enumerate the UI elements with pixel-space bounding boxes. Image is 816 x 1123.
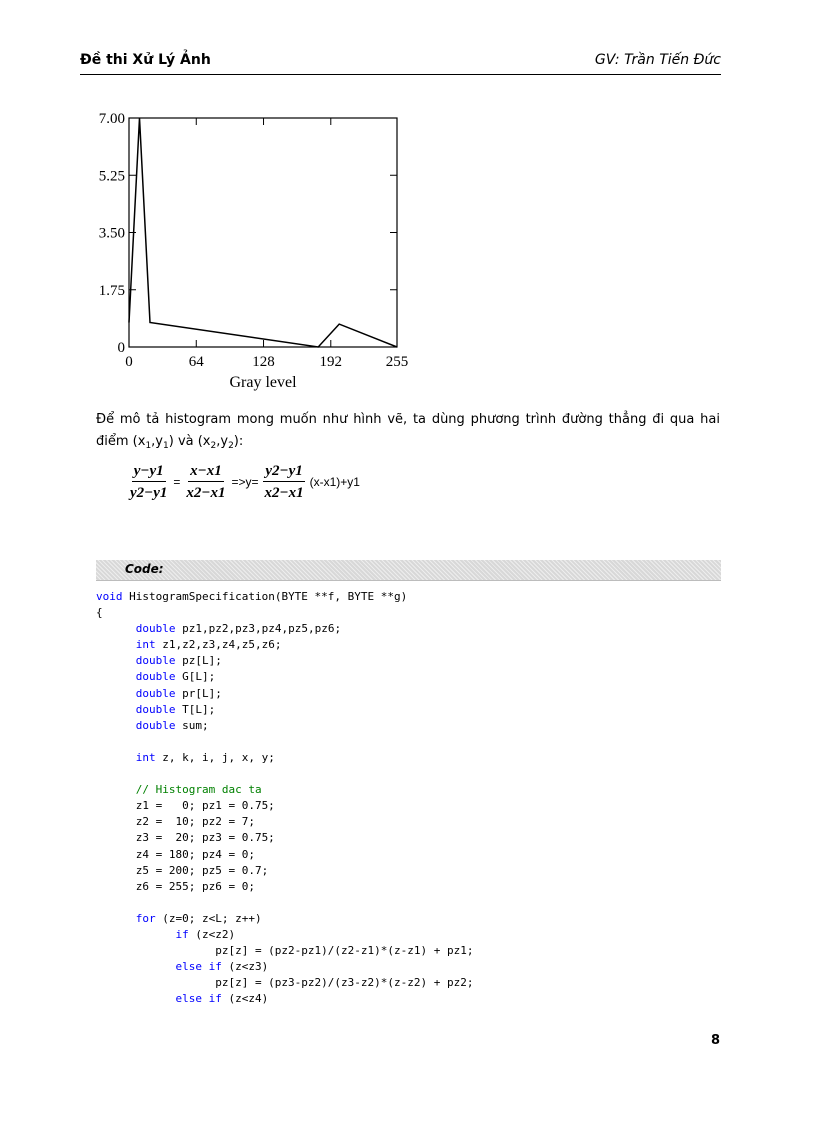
y-tick-label: 0 [117,340,125,356]
fraction-2-numerator: x−x1 [188,462,224,482]
code-line: pz[z] = (pz3-pz2)/(z3-z2)*(z-z2) + pz2; [96,976,474,990]
fraction-2-denominator: x2−x1 [186,485,226,501]
code-line: double pz[L]; [135,654,222,668]
fraction-1-denominator: y2−y1 [130,485,168,501]
x-tick-label: 128 [252,354,275,370]
implies-text: =>y= [231,475,259,489]
fraction-3-numerator: y2−y1 [263,462,304,482]
x-tick-label: 255 [385,354,409,370]
fraction-1-numerator: y−y1 [132,462,166,482]
code-line: double pz1,pz2,pz3,pz4,pz5,pz6; [135,622,342,636]
x-tick-label: 192 [319,354,343,370]
code-line: z6 = 255; pz6 = 0; [96,879,255,893]
code-line: void HistogramSpecification(BYTE **f, BYTE **g) [96,590,408,603]
code-line: for (z=0; z<L; z++) [135,911,262,925]
description-paragraph [96,409,720,453]
code-line: double pr[L]; [135,686,222,700]
equals-sign: = [173,475,181,489]
code-line: z3 = 20; pz3 = 0.75; [96,831,275,845]
code-line: pz[z] = (pz2-pz1)/(z2-z1)*(z-z1) + pz1; [96,944,474,958]
page-number: 8 [711,1033,721,1048]
x-tick-label: 64 [188,354,204,370]
code-line: else if (z<z3) [175,960,269,974]
header-author: GV: Trần Tiến Đức [594,52,721,68]
code-line [96,895,474,911]
code-block [96,589,474,1007]
y-tick-label: 3.50 [98,225,125,242]
x-axis-label: Gray level [229,374,297,391]
y-tick-label: 7.00 [98,111,125,127]
fraction-1 [128,462,169,502]
fraction-3 [263,462,306,502]
code-line: z4 = 180; pz4 = 0; [96,847,255,861]
header-divider [80,74,721,75]
code-line: z2 = 10; pz2 = 7; [96,815,255,829]
fraction-3-denominator: x2−x1 [264,485,304,501]
code-line: int z, k, i, j, x, y; [135,750,275,764]
series-line [129,118,397,347]
plot-frame [129,118,397,347]
code-line: double G[L]; [135,670,216,684]
code-line: { [96,606,103,620]
code-line: z5 = 200; pz5 = 0.7; [96,863,269,877]
code-label: Code: [125,562,164,576]
code-line: double T[L]; [135,702,216,716]
code-line: double sum; [135,718,209,732]
fraction-2 [184,462,227,502]
y-tick-label: 5.25 [98,168,125,185]
code-header-bar [96,560,721,581]
code-line: if (z<z2) [175,927,236,941]
code-line: // Histogram dac ta [135,783,262,797]
line-equation [126,462,362,502]
code-line: z1 = 0; pz1 = 0.75; [96,799,275,813]
y-tick-label: 1.75 [98,282,125,299]
code-line: else if (z<z4) [175,992,269,1006]
histogram-chart [85,104,415,394]
code-line: int z1,z2,z3,z4,z5,z6; [135,638,282,652]
code-line [96,766,474,782]
x-tick-label: 0 [125,354,133,370]
header-title: Đề thi Xử Lý Ảnh [80,52,211,68]
code-line [96,734,474,750]
paragraph-line-2: điểm $(x_1,y_1)$ và $(x_2,y_2)$: [96,434,244,451]
formula-tail: (x-x1)+y1 [309,475,360,489]
paragraph-line-1: Để mô tả histogram mong muốn như hình vẽ, ta dùng phương trình đường thẳng đi qua hai [96,412,720,427]
